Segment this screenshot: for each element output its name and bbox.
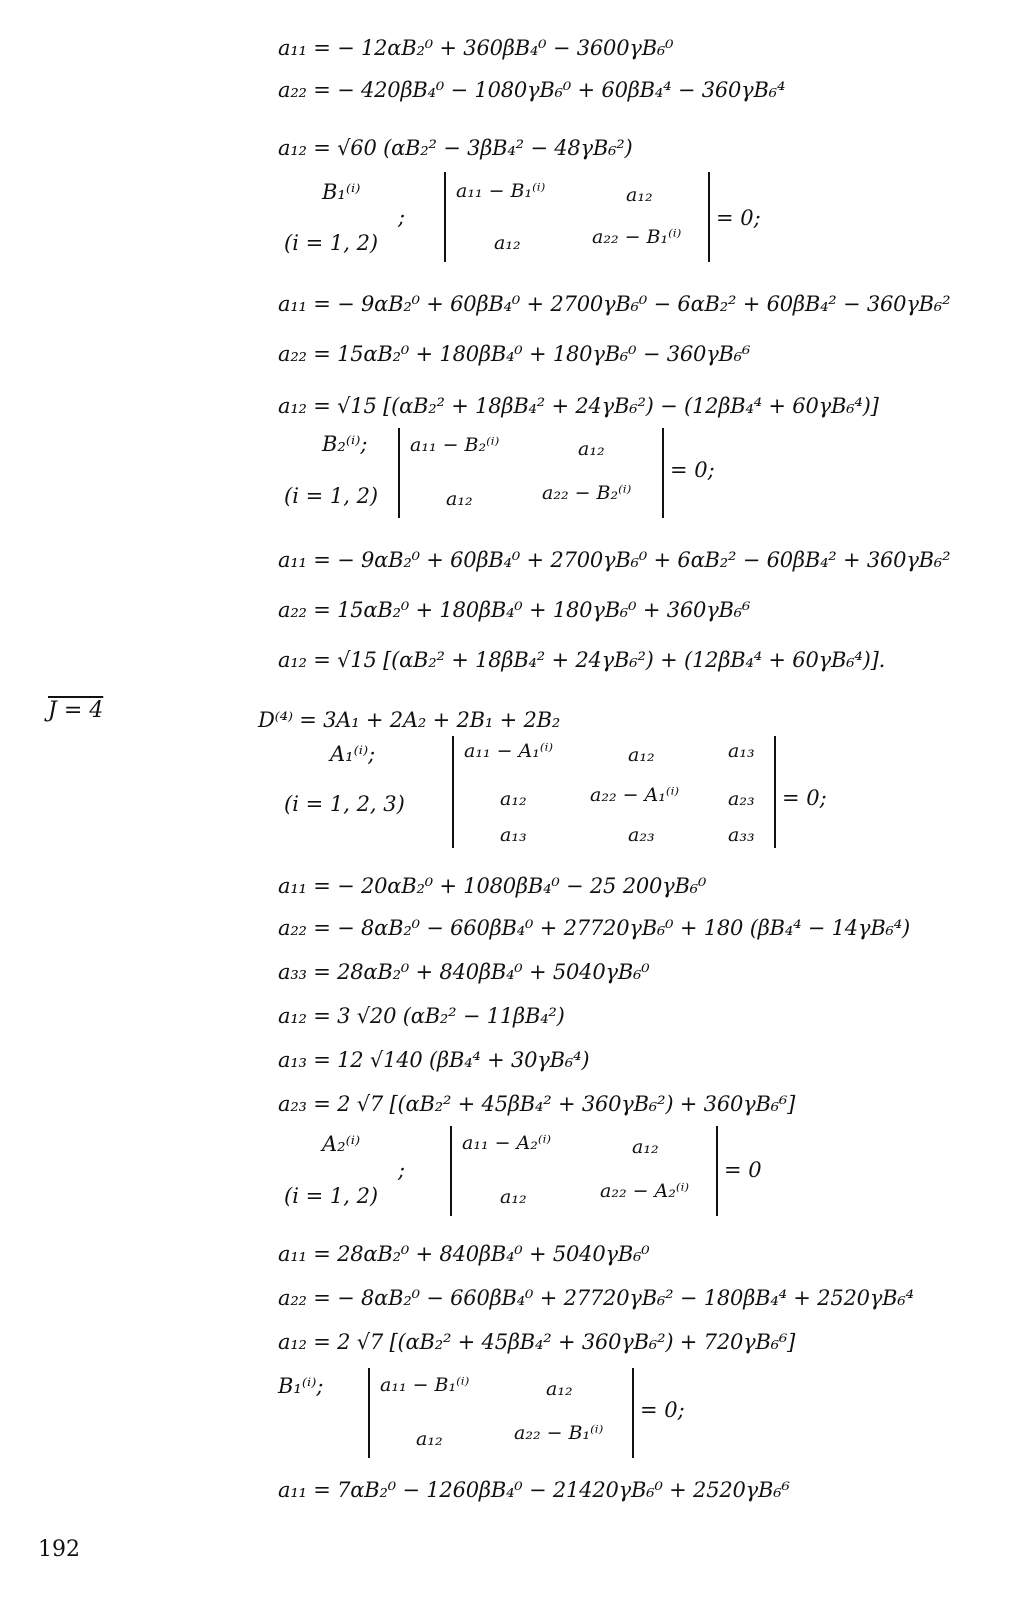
b6-label: B₁⁽ⁱ⁾; [278, 1374, 324, 1398]
b4-det-c33: a₃₃ [728, 824, 755, 846]
b5-range: (i = 1, 2) [284, 1184, 379, 1208]
b2-label: B₂⁽ⁱ⁾; [322, 432, 368, 456]
b1-range: (i = 1, 2) [284, 231, 379, 255]
eq-b4-a12: a₁₂ = 3 √20 (αB₂² − 11βB₄²) [278, 1004, 565, 1028]
b4-range: (i = 1, 2, 3) [284, 792, 405, 816]
eq-b4-a33: a₃₃ = 28αB₂⁰ + 840βB₄⁰ + 5040γB₆⁰ [278, 960, 650, 984]
b4-det-c21: a₁₂ [500, 788, 527, 810]
eq-b1-a22: a₂₂ = − 420βB₄⁰ − 1080γB₆⁰ + 60βB₄⁴ − 360γB₆⁴ [278, 78, 786, 102]
b5-eq-zero: = 0 [724, 1158, 762, 1182]
b1-eq-zero: = 0; [716, 206, 761, 230]
b6-det-c12: a₁₂ [546, 1378, 573, 1400]
page-number: 192 [38, 1537, 80, 1562]
eq-b1-a11: a₁₁ = − 12αB₂⁰ + 360βB₄⁰ − 3600γB₆⁰ [278, 36, 674, 60]
b5-label: A₂⁽ⁱ⁾ [322, 1132, 361, 1156]
b5-det-c11: a₁₁ − A₂⁽ⁱ⁾ [462, 1132, 552, 1154]
b5-det-c12: a₁₂ [632, 1136, 659, 1158]
eq-b5-a22: a₂₂ = − 8αB₂⁰ − 660βB₄⁰ + 27720γB₆² − 180βB₄⁴ + 2520γB₆⁴ [278, 1286, 914, 1310]
b2-det-c12: a₁₂ [578, 438, 605, 460]
b4-determinant [452, 736, 776, 848]
eq-b1-a12: a₁₂ = √60 (αB₂² − 3βB₄² − 48γB₆²) [278, 136, 633, 160]
b6-det-c11: a₁₁ − B₁⁽ⁱ⁾ [380, 1374, 470, 1396]
eq-b4-a23: a₂₃ = 2 √7 [(αB₂² + 45βB₄² + 360γB₆²) + 360γB₆⁶] [278, 1092, 796, 1116]
b4-det-c32: a₂₃ [628, 824, 655, 846]
b6-determinant [368, 1368, 634, 1458]
b1-determinant [444, 172, 710, 262]
b5-det-c22: a₂₂ − A₂⁽ⁱ⁾ [600, 1180, 690, 1202]
b4-det-c22: a₂₂ − A₁⁽ⁱ⁾ [590, 784, 680, 806]
eq-b4-a11: a₁₁ = − 20αB₂⁰ + 1080βB₄⁰ − 25 200γB₆⁰ [278, 874, 707, 898]
eq-b5-a11: a₁₁ = 28αB₂⁰ + 840βB₄⁰ + 5040γB₆⁰ [278, 1242, 650, 1266]
b6-eq-zero: = 0; [640, 1398, 685, 1422]
eq-b5-a12: a₁₂ = 2 √7 [(αB₂² + 45βB₄² + 360γB₆²) + 720γB₆⁶] [278, 1330, 796, 1354]
b4-eq-zero: = 0; [782, 786, 827, 810]
b2-det-c21: a₁₂ [446, 488, 473, 510]
b5-det-c21: a₁₂ [500, 1186, 527, 1208]
b1-det-c22: a₂₂ − B₁⁽ⁱ⁾ [592, 226, 682, 248]
eq-b4-a22: a₂₂ = − 8αB₂⁰ − 660βB₄⁰ + 27720γB₆⁰ + 180 (βB₄⁴ − 14γB₆⁴) [278, 916, 910, 940]
eq-b2-a12: a₁₂ = √15 [(αB₂² + 18βB₄² + 24γB₆²) − (12βB₄⁴ + 60γB₆⁴)] [278, 394, 879, 418]
eq-b2-a22: a₂₂ = 15αB₂⁰ + 180βB₄⁰ + 180γB₆⁰ − 360γB₆⁶ [278, 342, 751, 366]
eq-b4-d: D⁽⁴⁾ = 3A₁ + 2A₂ + 2B₁ + 2B₂ [258, 708, 561, 732]
b4-det-c31: a₁₃ [500, 824, 527, 846]
b6-det-c21: a₁₂ [416, 1428, 443, 1450]
eq-b4-a13: a₁₃ = 12 √140 (βB₄⁴ + 30γB₆⁴) [278, 1048, 590, 1072]
eq-b3-a11: a₁₁ = − 9αB₂⁰ + 60βB₄⁰ + 2700γB₆⁰ + 6αB₂² − 60βB₄² + 360γB₆² [278, 548, 951, 572]
b4-label: A₁⁽ⁱ⁾; [330, 742, 376, 766]
eq-b3-a12: a₁₂ = √15 [(αB₂² + 18βB₄² + 24γB₆²) + (12βB₄⁴ + 60γB₆⁴)]. [278, 648, 886, 672]
b2-determinant [398, 428, 664, 518]
b5-sep: ; [398, 1158, 406, 1182]
b1-det-c12: a₁₂ [626, 184, 653, 206]
b5-determinant [450, 1126, 718, 1216]
b2-det-c22: a₂₂ − B₂⁽ⁱ⁾ [542, 482, 632, 504]
b2-det-c11: a₁₁ − B₂⁽ⁱ⁾ [410, 434, 500, 456]
b4-det-c11: a₁₁ − A₁⁽ⁱ⁾ [464, 740, 554, 762]
eq-b2-a11: a₁₁ = − 9αB₂⁰ + 60βB₄⁰ + 2700γB₆⁰ − 6αB₂² + 60βB₄² − 360γB₆² [278, 292, 951, 316]
b1-det-c11: a₁₁ − B₁⁽ⁱ⁾ [456, 180, 546, 202]
b6-det-c22: a₂₂ − B₁⁽ⁱ⁾ [514, 1422, 604, 1444]
b4-det-c12: a₁₂ [628, 744, 655, 766]
eq-b6-a11: a₁₁ = 7αB₂⁰ − 1260βB₄⁰ − 21420γB₆⁰ + 2520γB₆⁶ [278, 1478, 790, 1502]
b2-eq-zero: = 0; [670, 458, 715, 482]
b1-det-c21: a₁₂ [494, 232, 521, 254]
b1-sep: ; [398, 205, 406, 229]
b4-det-c13: a₁₃ [728, 740, 755, 762]
b2-range: (i = 1, 2) [284, 484, 379, 508]
eq-b3-a22: a₂₂ = 15αB₂⁰ + 180βB₄⁰ + 180γB₆⁰ + 360γB₆⁶ [278, 598, 751, 622]
b1-label: B₁⁽ⁱ⁾ [322, 180, 361, 204]
b4-det-c23: a₂₃ [728, 788, 755, 810]
j-label: J = 4 [48, 698, 104, 723]
